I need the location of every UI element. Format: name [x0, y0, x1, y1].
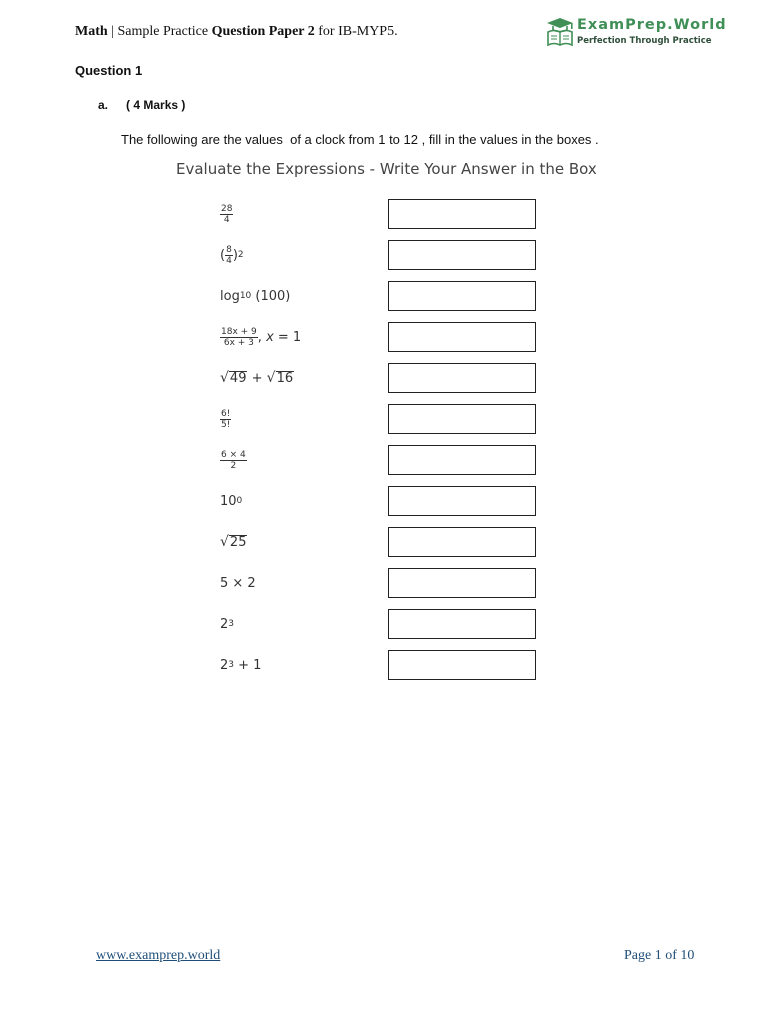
- question-instruction: The following are the values of a clock from 1 to 12 , fill in the values in the boxes .: [121, 132, 599, 147]
- paper-suffix: for IB-MYP5.: [314, 24, 398, 39]
- expression: 2 3: [220, 616, 235, 632]
- expression: [220, 527, 247, 557]
- answer-box[interactable]: [388, 322, 536, 352]
- worksheet-title: Evaluate the Expressions - Write Your Answer in the Box: [176, 160, 597, 178]
- expression: $\frac{18x + 9}{6x + 3}$ , x = 1: [221, 326, 302, 348]
- expression: 2 3 + 1: [220, 657, 262, 673]
- expression-row: [0, 486, 768, 516]
- expression-row: [0, 281, 768, 311]
- page-number: Page 1 of 10: [624, 948, 695, 963]
- answer-box[interactable]: [388, 486, 536, 516]
- answer-box[interactable]: [388, 445, 536, 475]
- expression: [220, 445, 247, 475]
- graduation-book-icon: [546, 17, 574, 52]
- examprep-logo: [546, 17, 727, 49]
- paper-prefix: Sample Practice: [117, 24, 212, 39]
- expression-row: [0, 527, 768, 557]
- fraction: $\frac{6 \times 4}{2}$: [221, 449, 246, 471]
- expression-row: [0, 404, 768, 434]
- answer-box[interactable]: [388, 240, 536, 270]
- expression-row: [0, 363, 768, 393]
- answer-box[interactable]: [388, 363, 536, 393]
- expression: log 10 (100): [220, 288, 291, 304]
- expression: 5 × 2: [220, 575, 256, 591]
- expression: 10 0: [220, 493, 243, 509]
- logo-tagline: Perfection Through Practice: [577, 36, 712, 46]
- fraction: $\frac{28}{4}$: [221, 203, 233, 225]
- expression-row: [0, 650, 768, 680]
- answer-box[interactable]: [388, 199, 536, 229]
- answer-box[interactable]: [388, 568, 536, 598]
- expression: [220, 404, 231, 434]
- expression-row: [0, 568, 768, 598]
- expression: [220, 199, 233, 229]
- expression-row: [0, 240, 768, 270]
- subject-label: Math: [75, 24, 108, 39]
- question-part: [98, 98, 185, 112]
- logo-name: ExamPrep.World: [577, 17, 727, 33]
- answer-box[interactable]: [388, 609, 536, 639]
- paper-name: Question Paper 2: [211, 24, 315, 39]
- fraction: $\frac{18x + 9}{6x + 3}$: [221, 326, 257, 348]
- answer-box[interactable]: [388, 281, 536, 311]
- expression: √ 49 + √ 16: [220, 370, 294, 386]
- expression-row: [0, 199, 768, 229]
- document-header: [75, 24, 398, 40]
- expression-row: [0, 322, 768, 352]
- answer-box[interactable]: [388, 527, 536, 557]
- square-root: √ 16: [266, 370, 294, 386]
- fraction: $\frac{6!}{5!}$: [221, 408, 231, 430]
- answer-box[interactable]: [388, 404, 536, 434]
- question-title: Question 1: [75, 63, 143, 78]
- square-root: √ 49: [220, 370, 247, 386]
- header-separator: |: [107, 24, 118, 39]
- expression-row: [0, 445, 768, 475]
- expression: ( $\frac{8}{4}$ ) 2: [220, 244, 244, 266]
- fraction: $\frac{8}{4}$: [226, 244, 232, 266]
- part-label: a.: [98, 98, 109, 112]
- website-link[interactable]: www.examprep.world: [96, 948, 221, 963]
- expression-row: [0, 609, 768, 639]
- marks-label: ( 4 Marks ): [126, 98, 186, 112]
- square-root: √ 25: [220, 534, 247, 550]
- answer-box[interactable]: [388, 650, 536, 680]
